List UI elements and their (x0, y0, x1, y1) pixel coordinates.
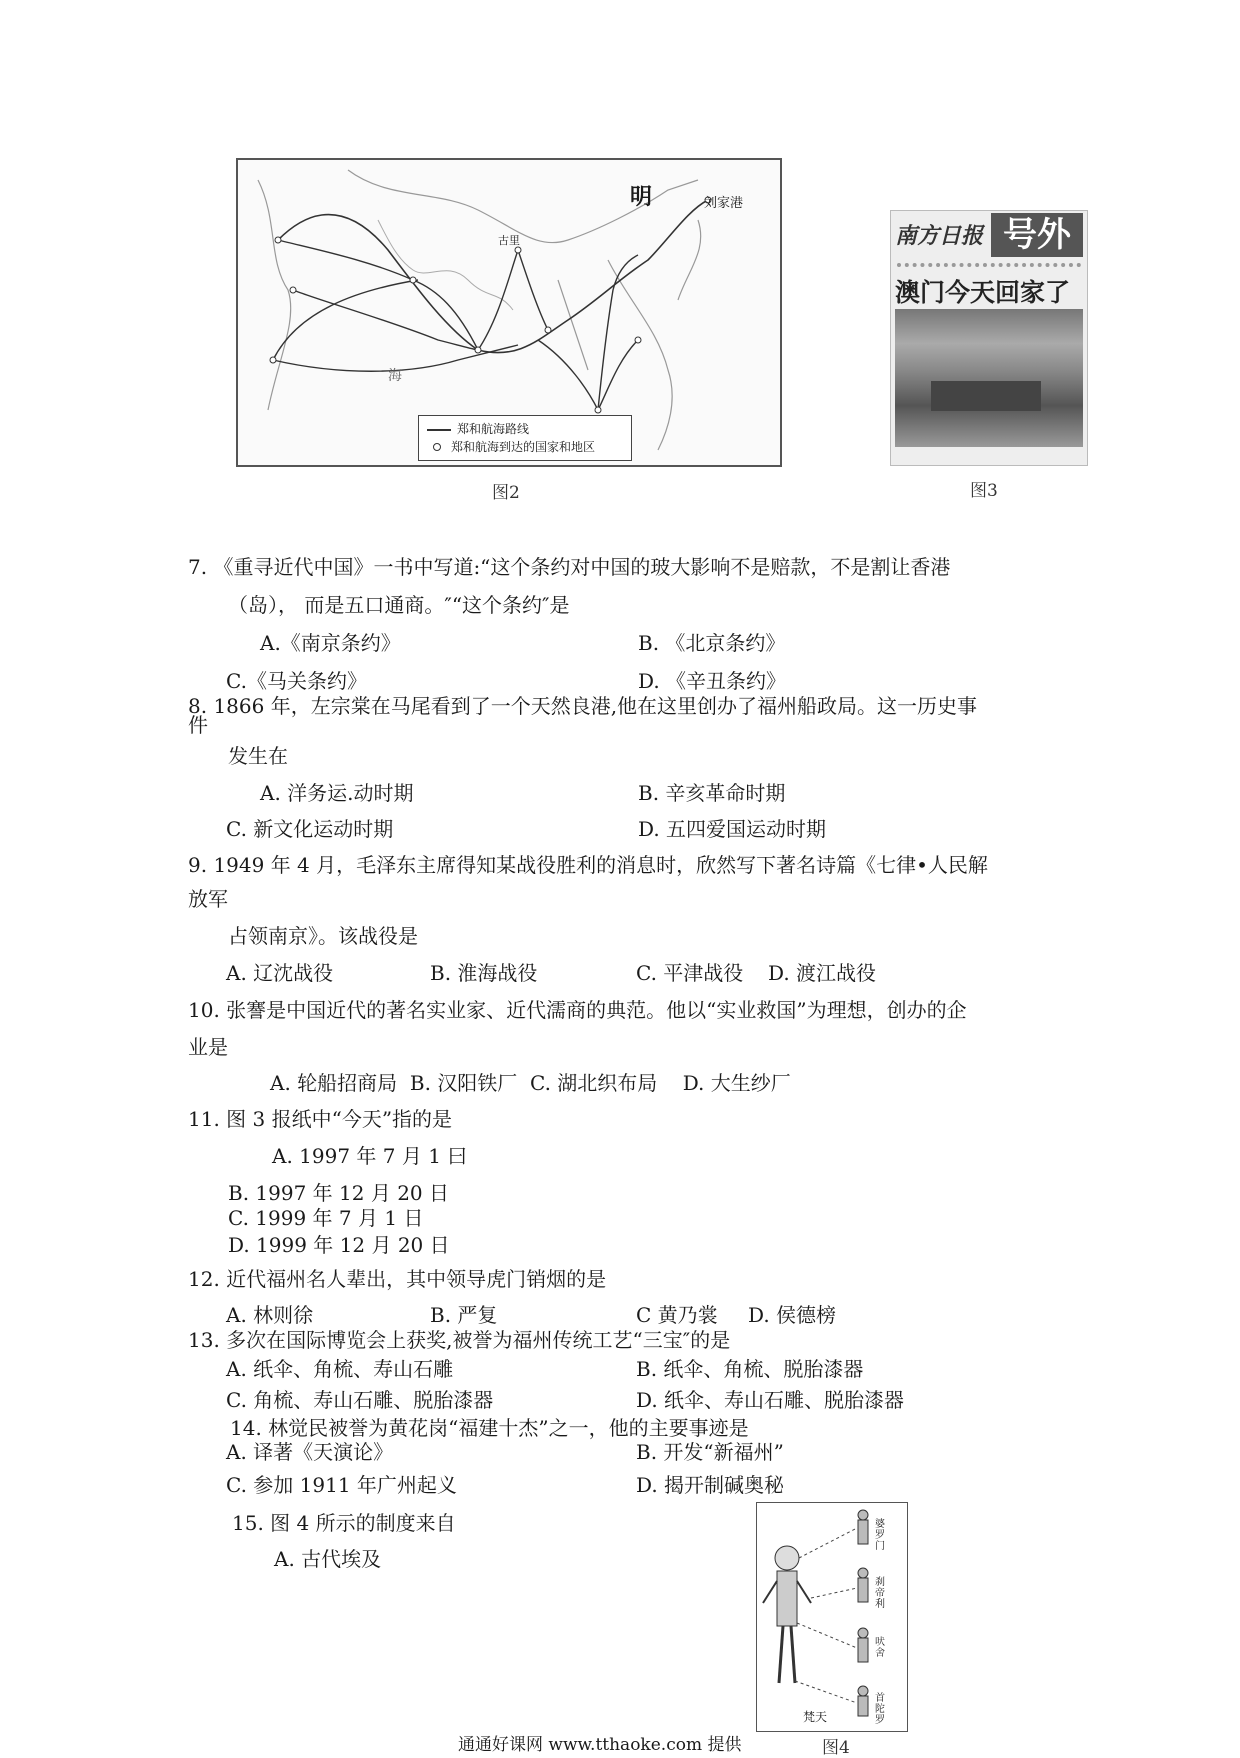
q9-option-b: B. 淮海战役 (430, 961, 538, 985)
brahma-body (777, 1571, 797, 1626)
map-legend (418, 415, 632, 461)
map-label-ming: 明 (630, 184, 653, 210)
q8-stem-line1b: 件 (188, 713, 208, 737)
legend-places: 郑和航海到达的国家和地区 (427, 438, 623, 456)
q14-option-c: C. 参加 1911 年广州起义 (226, 1473, 457, 1497)
figure4-caption: 图4 (822, 1738, 850, 1758)
legend-dot-icon (433, 443, 441, 451)
q7-stem-line1: 7. 《重寻近代中国》一书中写道:“这个条约对中国的玻大影响不是赔款，不是割让香港 (188, 555, 951, 579)
q13-stem: 13. 多次在国际博览会上获奖,被誉为福州传统工艺“三宝″的是 (188, 1328, 731, 1352)
q14-stem: 14. 林觉民被誉为黄花岗“福建十杰”之一，他的主要事迹是 (230, 1416, 749, 1440)
place-dot (635, 337, 641, 343)
q8-option-a: A. 洋务运.动时期 (260, 781, 414, 805)
q9-stem-line1b: 放军 (188, 887, 228, 911)
caste-figure (858, 1510, 868, 1716)
q12-stem: 12. 近代福州名人辈出，其中领导虎门销烟的是 (188, 1267, 607, 1291)
q10-stem-line1: 10. 张謇是中国近代的著名实业家、近代濡商的典范。他以“实业救国”为理想，创办的企 (188, 998, 967, 1022)
q7-stem-line2: （岛）， 而是五口通商。″“这个条约″是 (228, 593, 570, 617)
route-line (478, 250, 548, 350)
coastline (378, 220, 513, 310)
caste-label-shudra: 首陀罗 (875, 1693, 885, 1726)
route-line (278, 200, 708, 353)
q8-option-d: D. 五四爱国运动时期 (638, 817, 827, 841)
q12-option-d: D. 侯德榜 (748, 1303, 837, 1327)
brahma-arm (797, 1581, 811, 1603)
q9-option-c: C. 平津战役 (636, 961, 744, 985)
q11-option-a: A. 1997 年 7 月 1 曰 (272, 1144, 468, 1168)
legend-line-icon (427, 429, 451, 431)
q8-stem-line2: 发生在 (228, 744, 288, 768)
brahma-leg (779, 1626, 783, 1683)
q11-option-d: D. 1999 年 12 月 20 日 (228, 1233, 450, 1257)
q12-option-b: B. 严复 (430, 1303, 498, 1327)
q14-option-d: D. 揭开制碱奥秘 (636, 1473, 785, 1497)
newspaper-headline: 澳门今天回家了 (895, 278, 1071, 307)
newspaper-masthead: 南方日报 (895, 223, 984, 249)
q13-option-a: A. 纸伞、角梳、寿山石雕 (226, 1357, 454, 1381)
connector-line (799, 1528, 857, 1558)
q7-option-d: D. 《辛丑条约》 (638, 669, 787, 693)
connector-line (795, 1681, 857, 1703)
q11-option-b: B. 1997 年 12 月 20 日 (228, 1181, 449, 1205)
newspaper-photo (895, 309, 1083, 447)
q7-option-c: C.《马关条约》 (226, 669, 367, 693)
brahma-label: 梵天 (803, 1710, 828, 1724)
figure3-newspaper (890, 210, 1088, 466)
q13-option-c: C. 角梳、寿山石雕、脱胎漆器 (226, 1388, 494, 1412)
q12-option-c: C 黄乃裳 (636, 1303, 718, 1327)
newspaper-subline (897, 263, 1081, 267)
q8-option-c: C. 新文化运动时期 (226, 817, 394, 841)
newspaper-extra-badge: 号外 (991, 213, 1083, 257)
figure2-caption: 图2 (492, 483, 520, 503)
q10-stem-line1b: 业是 (188, 1035, 228, 1059)
q13-option-d: D. 纸伞、寿山石雕、脱胎漆器 (636, 1388, 905, 1412)
q7-option-a: A.《南京条约》 (260, 631, 401, 655)
place-dot (475, 347, 481, 353)
route-line (538, 340, 638, 410)
figure4-caste-diagram (756, 1502, 908, 1732)
q7-option-b: B. 《北京条约》 (638, 631, 786, 655)
caste-label-brahmin: 婆罗门 (875, 1519, 885, 1552)
q13-option-b: B. 纸伞、角梳、脱胎漆器 (636, 1357, 864, 1381)
caste-label-kshatriya: 刹帝利 (875, 1577, 885, 1610)
place-dot (290, 287, 296, 293)
q9-stem-line1: 9. 1949 年 4 月，毛泽东主席得知某战役胜利的消息时，欣然写下著名诗篇《七律•人民解 (188, 853, 988, 877)
q12-option-a: A. 林则徐 (226, 1303, 314, 1327)
legend-route: 郑和航海路线 (427, 420, 623, 438)
q15-stem: 15. 图 4 所示的制度来自 (232, 1511, 456, 1535)
q9-stem-line2: 占领南京》。该战役是 (228, 924, 418, 948)
q14-option-a: A. 译著《天演论》 (226, 1440, 394, 1464)
brahma-arm (763, 1581, 777, 1603)
route-line (293, 290, 478, 350)
q15-option-a: A. 古代埃及 (274, 1547, 382, 1571)
q8-option-b: B. 辛亥革命时期 (638, 781, 786, 805)
place-dot (270, 357, 276, 363)
caste-label-vaishya: 吠 舍 (875, 1637, 885, 1659)
figure2-map (236, 158, 782, 467)
coastline (258, 170, 701, 450)
q9-option-d: D. 渡江战役 (768, 961, 877, 985)
figure3-caption: 图3 (970, 481, 998, 501)
place-dot (275, 237, 281, 243)
q8-stem-line1: 8. 1866 年，左宗棠在马尾看到了一个天然良港,他在这里创办了福州船政局。这一历史事 (188, 694, 978, 718)
page-footer: 通通好课网 www.tthaoke.com 提供 (458, 1735, 742, 1755)
map-label-sea: 海 (388, 368, 402, 384)
map-label-guli: 古里 (498, 234, 520, 247)
q14-option-b: B. 开发“新福州” (636, 1440, 784, 1464)
q10-options: A. 轮船招商局 B. 汉阳铁厂 C. 湖北织布局 D. 大生纱厂 (270, 1071, 791, 1095)
place-dot (595, 407, 601, 413)
place-dot (545, 327, 551, 333)
place-dot (410, 277, 416, 283)
connector-line (797, 1623, 857, 1648)
map-label-liujiagang: 刘家港 (704, 196, 744, 211)
q11-option-c: C. 1999 年 7 月 1 日 (228, 1206, 424, 1230)
brahma-head (775, 1546, 799, 1570)
q9-option-a: A. 辽沈战役 (226, 961, 334, 985)
newspaper-photo-stage (931, 381, 1041, 411)
connector-line (811, 1588, 857, 1598)
brahma-leg (791, 1626, 795, 1683)
q11-stem: 11. 图 3 报纸中“今天”指的是 (188, 1107, 453, 1131)
